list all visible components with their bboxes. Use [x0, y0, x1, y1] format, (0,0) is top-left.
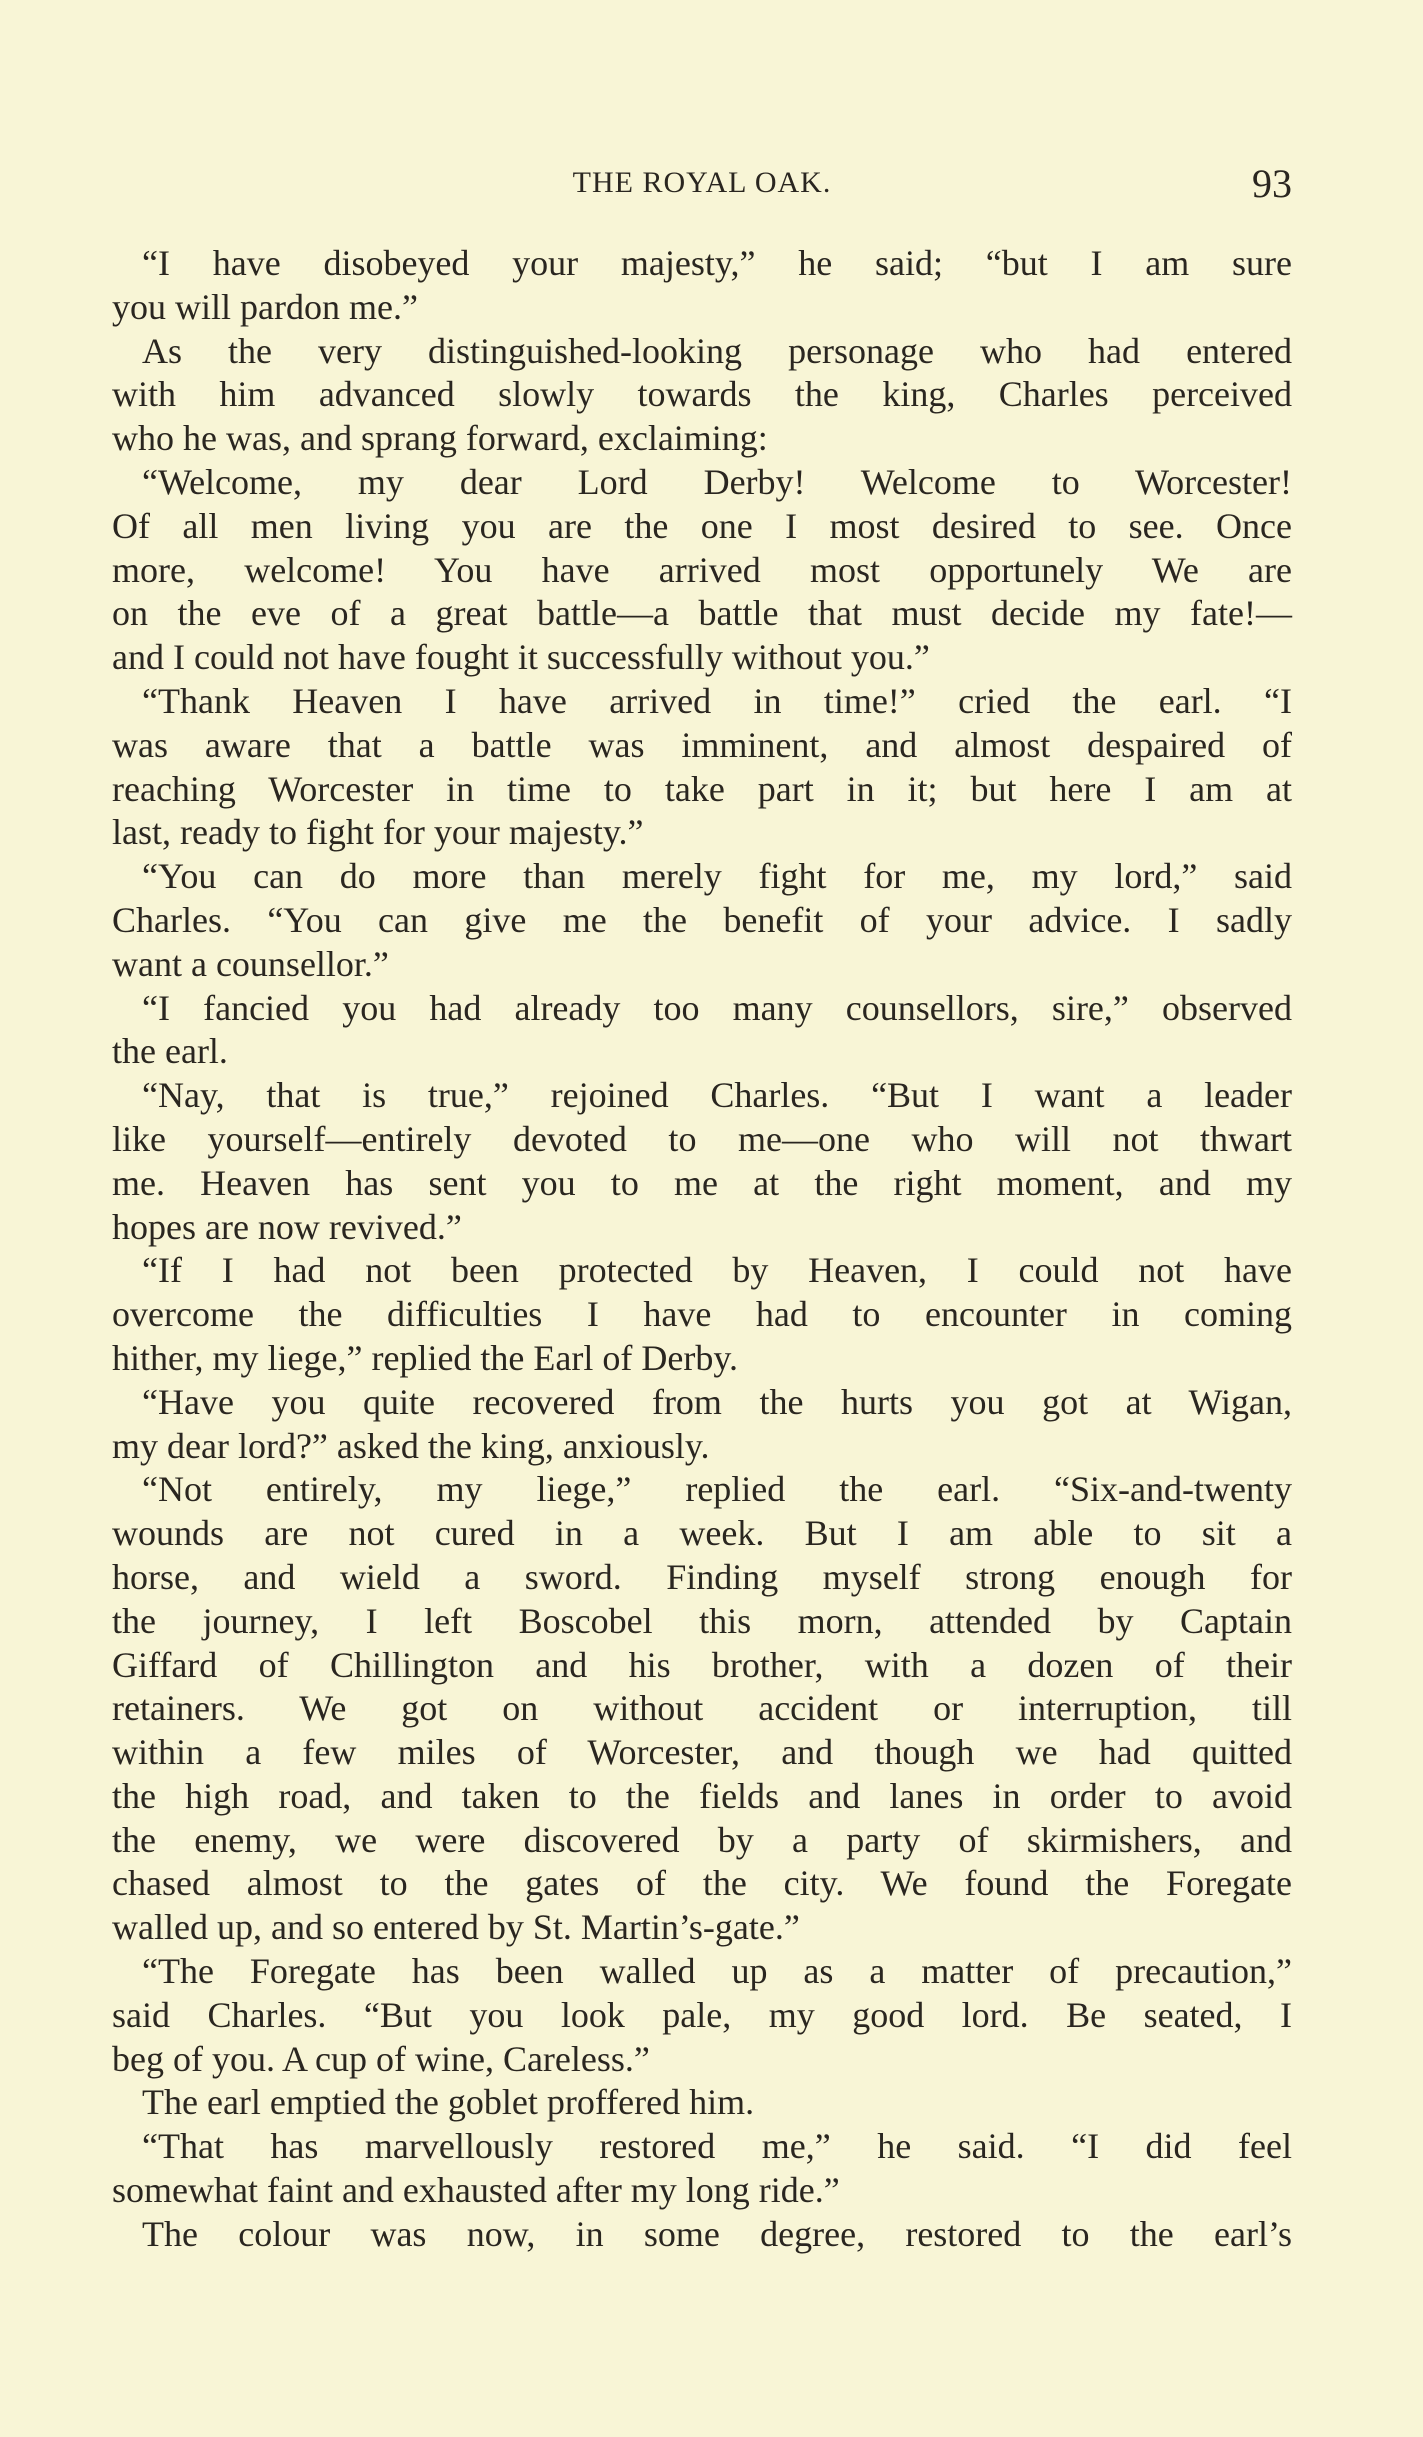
text-line: Giffard of Chillington and his brother, with a dozen of their	[112, 1644, 1292, 1685]
text-line: overcome the difficulties I have had to encounter in coming	[112, 1294, 1292, 1335]
text-line: like yourself—entirely devoted to me—one who will not thwart	[112, 1118, 1292, 1159]
text-line: last, ready to fight for your majesty.”	[112, 812, 644, 853]
text-line: on the eve of a great battle—a battle that must decide my fate!—	[112, 593, 1292, 634]
text-line: hither, my liege,” replied the Earl of Derby.	[112, 1337, 738, 1378]
body-text	[112, 242, 1292, 2257]
text-line: “Have you quite recovered from the hurts you got at Wigan,	[142, 1381, 1292, 1422]
text-line: horse, and wield a sword. Finding myself strong enough for	[112, 1556, 1292, 1597]
text-line: reaching Worcester in time to take part in it; but here I am at	[112, 768, 1292, 809]
text-line: who he was, and sprang forward, exclaiming:	[112, 418, 768, 459]
text-line: the enemy, we were discovered by a party of skirmishers, and	[112, 1819, 1292, 1860]
text-line: more, welcome! You have arrived most opportunely We are	[112, 549, 1292, 590]
text-line: beg of you. A cup of wine, Careless.”	[112, 2038, 650, 2079]
page-number: 93	[1252, 161, 1292, 206]
text-line: was aware that a battle was imminent, and almost despaired of	[112, 724, 1292, 765]
text-line: my dear lord?” asked the king, anxiously.	[112, 1425, 710, 1466]
text-line: the journey, I left Boscobel this morn, attended by Captain	[112, 1600, 1292, 1641]
running-title: THE ROYAL OAK.	[572, 166, 832, 199]
text-line: “Nay, that is true,” rejoined Charles. “But I want a leader	[142, 1075, 1292, 1116]
text-line: The earl emptied the goblet proffered him.	[142, 2082, 755, 2123]
text-line: hopes are now revived.”	[112, 1206, 462, 1247]
text-line: “I fancied you had already too many counsellors, sire,” observed	[142, 987, 1292, 1028]
text-line: The colour was now, in some degree, restored to the earl’s	[142, 2213, 1292, 2254]
text-line: within a few miles of Worcester, and though we had quitted	[112, 1732, 1292, 1773]
text-line: the earl.	[112, 1031, 228, 1072]
text-line: walled up, and so entered by St. Martin’s-gate.”	[112, 1907, 800, 1948]
text-line: with him advanced slowly towards the king, Charles perceived	[112, 374, 1292, 415]
text-line: me. Heaven has sent you to me at the right moment, and my	[112, 1162, 1292, 1203]
text-line: “Not entirely, my liege,” replied the earl. “Six-and-twenty	[142, 1469, 1292, 1510]
text-line: the high road, and taken to the fields and lanes in order to avoid	[112, 1775, 1292, 1816]
text-line: “You can do more than merely fight for me, my lord,” said	[142, 856, 1292, 897]
page-header	[112, 160, 1292, 210]
text-line: Charles. “You can give me the benefit of your advice. I sadly	[112, 899, 1292, 940]
text-line: As the very distinguished-looking personage who had entered	[142, 330, 1292, 371]
text-line: retainers. We got on without accident or interruption, till	[112, 1688, 1292, 1729]
text-line: “That has marvellously restored me,” he said. “I did feel	[142, 2126, 1292, 2167]
text-line: want a counsellor.”	[112, 943, 389, 984]
text-line: Of all men living you are the one I most desired to see. Once	[112, 505, 1292, 546]
text-line: said Charles. “But you look pale, my good lord. Be seated, I	[112, 1994, 1292, 2035]
text-line: “I have disobeyed your majesty,” he said; “but I am sure	[142, 243, 1292, 283]
text-line: you will pardon me.”	[112, 286, 418, 327]
text-line: “If I had not been protected by Heaven, I could not have	[142, 1250, 1292, 1291]
text-line: “Thank Heaven I have arrived in time!” cried the earl. “I	[142, 680, 1292, 721]
text-line: chased almost to the gates of the city. We found the Foregate	[112, 1863, 1292, 1904]
text-line: somewhat faint and exhausted after my long ride.”	[112, 2170, 840, 2211]
text-line: wounds are not cured in a week. But I am able to sit a	[112, 1513, 1292, 1554]
text-line: “Welcome, my dear Lord Derby! Welcome to Worcester!	[142, 461, 1292, 502]
text-line: “The Foregate has been walled up as a matter of precaution,”	[142, 1951, 1292, 1992]
text-line: and I could not have fought it successfully without you.”	[112, 637, 930, 678]
